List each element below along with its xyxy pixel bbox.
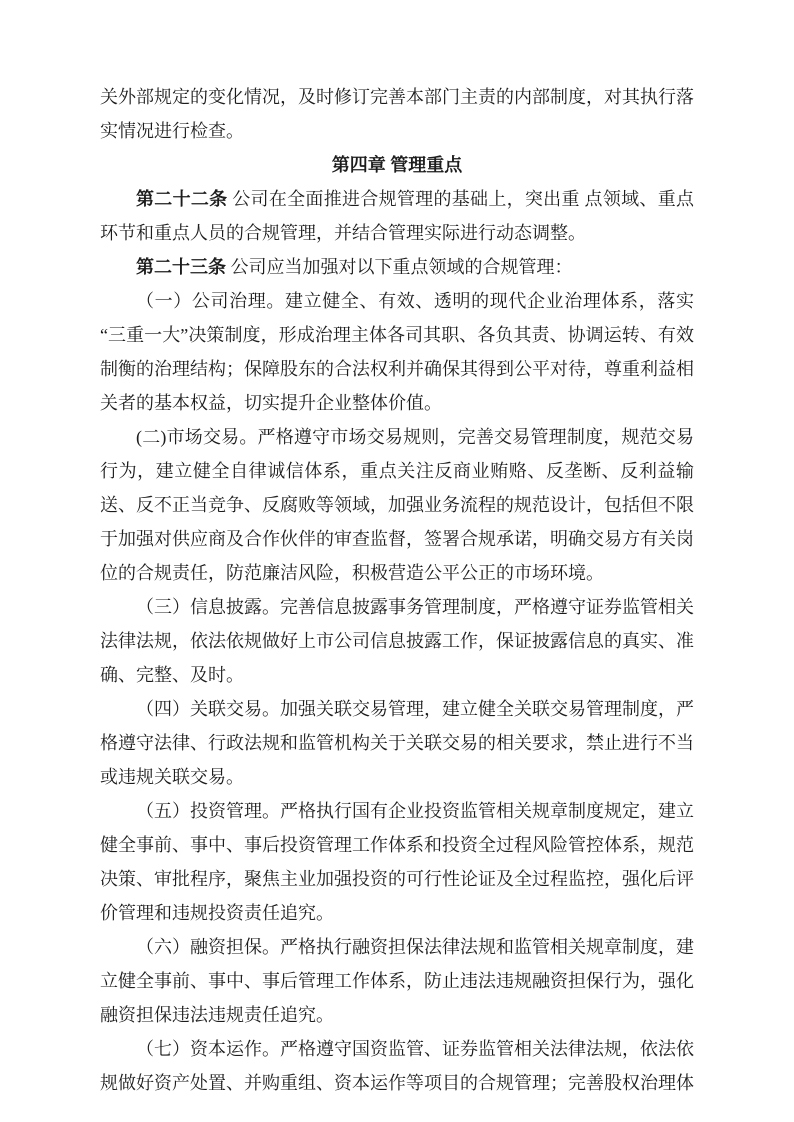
article-23-term: 第二十三条: [136, 257, 226, 277]
list-item-4-related-transactions: （四）关联交易。加强关联交易管理，建立健全关联交易管理制度，严格遵守法律、行政法规和监管机构关于关联交易的相关要求，禁止进行不当或违规关联交易。: [100, 699, 694, 787]
article-22-term: 第二十二条: [136, 189, 228, 209]
list-item-3-information-disclosure: （三）信息披露。完善信息披露事务管理制度，严格遵守证券监管相关法律法规，依法依规做好上市公司信息披露工作，保证披露信息的真实、准确、完整、及时。: [100, 597, 694, 685]
article-23-text: 公司应当加强对以下重点领域的合规管理：: [230, 257, 573, 277]
list-item-6-financing-guarantee: （六）融资担保。严格执行融资担保法律法规和监管相关规章制度，建立健全事前、事中、事后管理工作体系，防止违法违规融资担保行为，强化融资担保违法违规责任追究。: [100, 937, 694, 1025]
article-22-paragraph: [100, 182, 694, 250]
list-item-2-market-trading: (二)市场交易。严格遵守市场交易规则，完善交易管理制度，规范交易行为，建立健全自律诚信体系，重点关注反商业贿赂、反垄断、反利益输送、反不正当竞争、反腐败等领域，加强业务流程的规范设计，包括但不限于加强对供应商及合作伙伴的审查监督，签署合规承诺，明确交易方有关岗位的合规责任，防范廉洁风险，积极营造公平公正的市场环境。: [100, 427, 694, 583]
list-item-1-corporate-governance: （一）公司治理。建立健全、有效、透明的现代企业治理体系，落实“三重一大”决策制度，形成治理主体各司其职、各负其责、协调运转、有效制衡的治理结构；保障股东的合法权利并确保其得到公平对待，尊重利益相关者的基本权益，切实提升企业整体价值。: [100, 291, 694, 413]
list-item-5-investment-management: （五）投资管理。严格执行国有企业投资监管相关规章制度规定，建立健全事前、事中、事后投资管理工作体系和投资全过程风险管控体系，规范决策、审批程序，聚焦主业加强投资的可行性论证及全过程监控，强化后评价管理和违规投资责任追究。: [100, 801, 694, 923]
continuation-paragraph: 关外部规定的变化情况，及时修订完善本部门主责的内部制度，对其执行落实情况进行检查。: [100, 87, 694, 141]
list-item-7-capital-operation: （七）资本运作。严格遵守国资监管、证券监管相关法律法规，依法依规做好资产处置、并购重组、资本运作等项目的合规管理；完善股权治理体: [100, 1039, 694, 1093]
article-22-text: 公司在全面推进合规管理的基础上，突出重 点领域、重点环节和重点人员的合规管理，并结合管理实际进行动态调整。: [100, 189, 695, 243]
article-23-paragraph: [100, 250, 694, 284]
chapter-heading: 第四章 管理重点: [331, 155, 463, 175]
